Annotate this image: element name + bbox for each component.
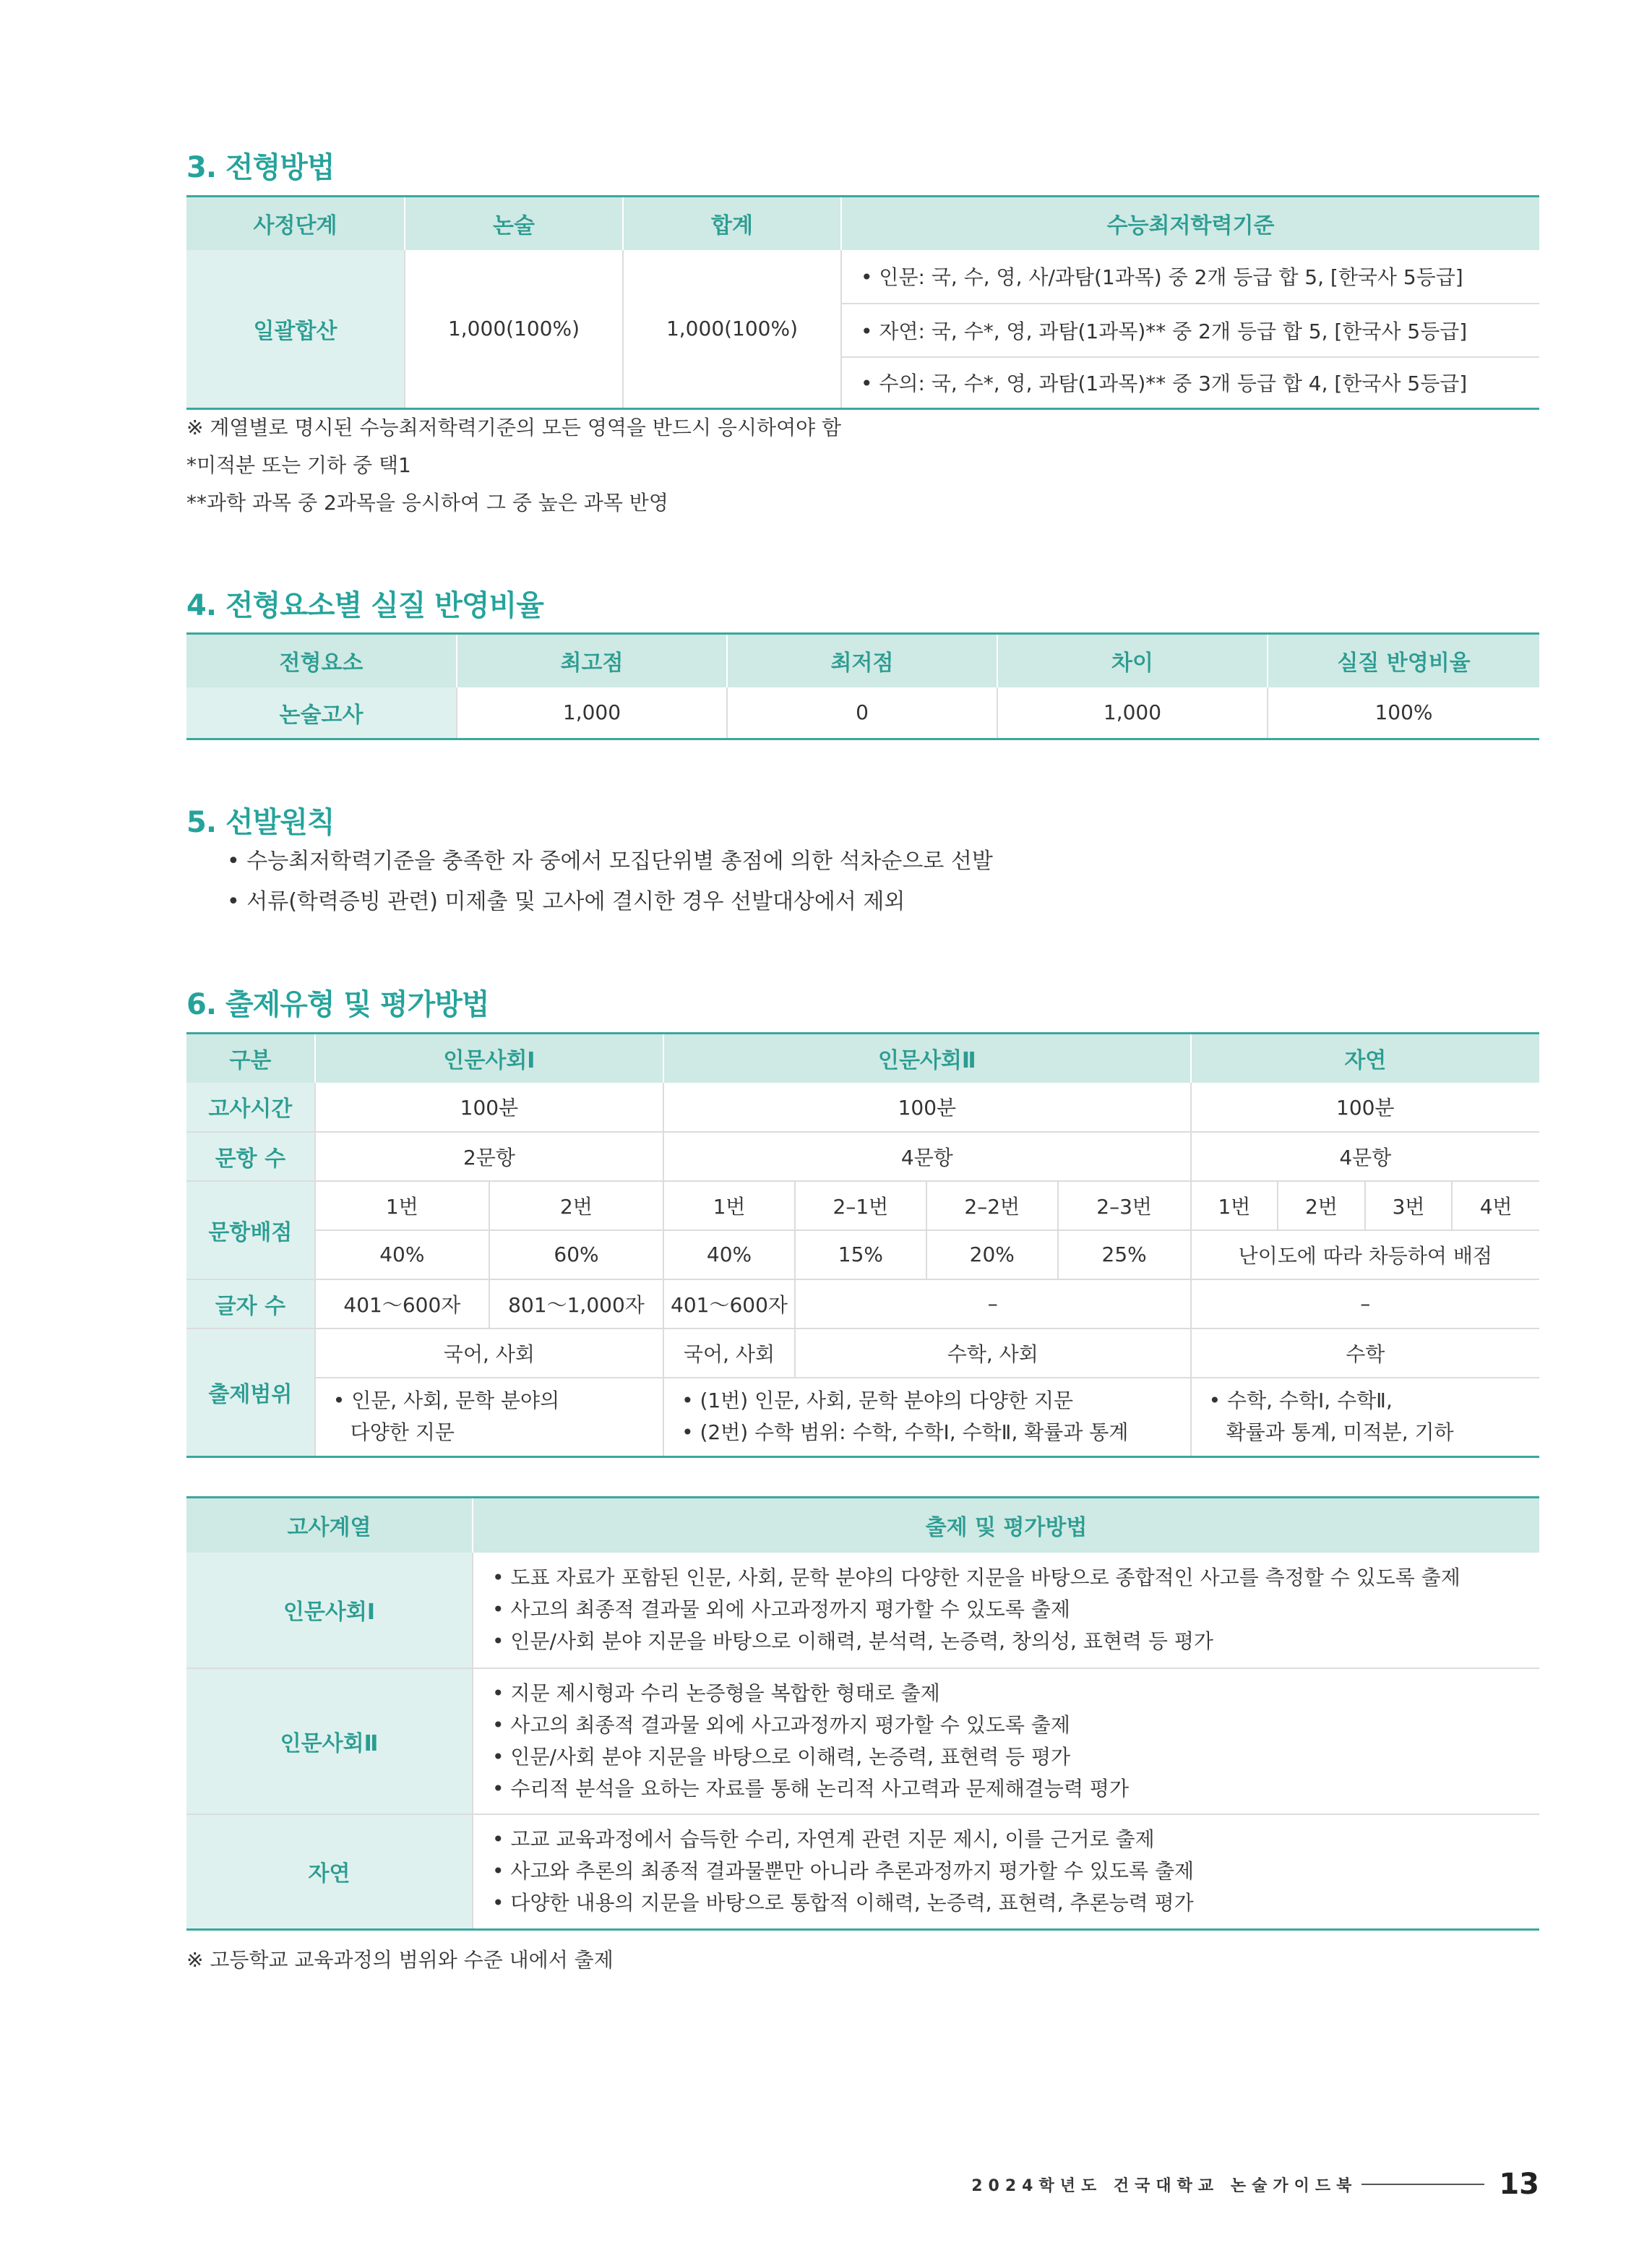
q-weight: 60% (489, 1230, 663, 1279)
track-label-natural: 자연 (186, 1814, 473, 1930)
scope-detail-h1: • 인문, 사회, 문학 분야의 다양한 지문 (315, 1378, 663, 1457)
col-header-category: 구분 (186, 1034, 315, 1083)
col-header-humanities-1: 인문사회Ⅰ (315, 1034, 663, 1083)
scope-subject-h2-q2: 수학, 사회 (795, 1329, 1191, 1378)
principle-item: • 서류(학력증빙 관련) 미제출 및 고사에 결시한 경우 선발대상에서 제외 (227, 889, 905, 914)
selection-principles (227, 841, 993, 922)
essay-cell: 1,000(100%) (405, 250, 623, 409)
footer-title: 2024학년도 건국대학교 논술가이드북 (971, 2176, 1358, 2195)
track-label-humanities-1: 인문사회Ⅰ (186, 1553, 473, 1668)
q-number: 2–3번 (1058, 1181, 1191, 1230)
q-weight: 40% (663, 1230, 795, 1279)
section-6-title: 6. 출제유형 및 평가방법 (186, 988, 489, 1021)
selection-method-table (186, 195, 1539, 410)
col-header-ratio: 실질 반영비율 (1268, 634, 1539, 687)
q-weight: 20% (926, 1230, 1058, 1279)
track-label-humanities-2: 인문사회Ⅱ (186, 1668, 473, 1814)
q-weight: 40% (315, 1230, 489, 1279)
diff-cell: 1,000 (997, 687, 1268, 739)
scope-detail-nat: • 수학, 수학Ⅰ, 수학Ⅱ, 확률과 통계, 미적분, 기하 (1191, 1378, 1539, 1457)
section-5-title: 5. 선발원칙 (186, 806, 335, 839)
min-cell: 0 (727, 687, 997, 739)
q-number: 2–1번 (795, 1181, 926, 1230)
q-number: 1번 (663, 1181, 795, 1230)
q-weight: 15% (795, 1230, 926, 1279)
q-number: 3번 (1365, 1181, 1453, 1230)
ratio-cell: 100% (1268, 687, 1539, 739)
max-cell: 1,000 (457, 687, 727, 739)
q-number: 2번 (489, 1181, 663, 1230)
chars-nat: – (1191, 1279, 1539, 1329)
scope-subject-h2-q1: 국어, 사회 (663, 1329, 795, 1378)
col-header-stage: 사정단계 (186, 197, 405, 250)
q-weight: 25% (1058, 1230, 1191, 1279)
questions-h2: 4문항 (663, 1132, 1191, 1181)
chars-h1-q1: 401～600자 (315, 1279, 489, 1329)
nat-weight: 난이도에 따라 차등하여 배점 (1191, 1230, 1539, 1279)
principle-item: • 수능최저학력기준을 충족한 자 중에서 모집단위별 총점에 의한 석차순으로 선발 (227, 849, 993, 874)
col-header-exam-track: 고사계열 (186, 1498, 473, 1553)
row-label-scope: 출제범위 (186, 1329, 315, 1457)
note-line: *미적분 또는 기하 중 택1 (186, 453, 411, 477)
exam-time-h2: 100분 (663, 1083, 1191, 1132)
q-number: 1번 (315, 1181, 489, 1230)
criteria-veterinary: • 수의: 국, 수*, 영, 과탐(1과목)** 중 3개 등급 합 4, [한국사 5등급] (841, 357, 1539, 409)
page-footer (971, 2163, 1539, 2206)
section-4-title: 4. 전형요소별 실질 반영비율 (186, 589, 543, 622)
q-number: 2–2번 (926, 1181, 1058, 1230)
page (186, 0, 1539, 2253)
col-header-element: 전형요소 (186, 634, 457, 687)
evaluation-method-table (186, 1496, 1539, 1931)
note-line: ※ 계열별로 명시된 수능최저학력기준의 모든 영역을 반드시 응시하여야 함 (186, 416, 842, 439)
questions-h1: 2문항 (315, 1132, 663, 1181)
method-humanities-1: • 도표 자료가 포함된 인문, 사회, 문학 분야의 다양한 지문을 바탕으로 종합적인 사고를 측정할 수 있도록 출제 • 사고의 최종적 결과물 외에 사고과정까지 평가할 수 있도록 출제 • 인문/사회 분야 지문을 바탕으로 이해력, 분석력, 논증력, 창의성, 표현력 등 평가 (473, 1553, 1539, 1668)
col-header-min: 최저점 (727, 634, 997, 687)
method-natural: • 고교 교육과정에서 습득한 수리, 자연계 관련 지문 제시, 이를 근거로 출제 • 사고와 추론의 최종적 결과물뿐만 아니라 추론과정까지 평가할 수 있도록 출제 • 다양한 내용의 지문을 바탕으로 통합적 이해력, 논증력, 표현력, 추론능력 평가 (473, 1814, 1539, 1930)
row-label-chars: 글자 수 (186, 1279, 315, 1329)
col-header-method: 출제 및 평가방법 (473, 1498, 1539, 1553)
q-number: 1번 (1191, 1181, 1278, 1230)
criteria-humanities: • 인문: 국, 수, 영, 사/과탐(1과목) 중 2개 등급 합 5, [한국사 5등급] (841, 250, 1539, 304)
scope-subject-h1: 국어, 사회 (315, 1329, 663, 1378)
stage-cell: 일괄합산 (186, 250, 405, 409)
q-number: 2번 (1278, 1181, 1365, 1230)
chars-h1-q2: 801～1,000자 (489, 1279, 663, 1329)
sec3-notes (186, 409, 841, 522)
footer-divider (1361, 2184, 1484, 2185)
col-header-essay: 논술 (405, 197, 623, 250)
chars-h2-q2: – (795, 1279, 1191, 1329)
chars-h2-q1: 401～600자 (663, 1279, 795, 1329)
page-number: 13 (1499, 2168, 1539, 2201)
scope-subject-nat: 수학 (1191, 1329, 1539, 1378)
row-label-questions: 문항 수 (186, 1132, 315, 1181)
col-header-diff: 차이 (997, 634, 1268, 687)
questions-nat: 4문항 (1191, 1132, 1539, 1181)
scope-detail-h2: • (1번) 인문, 사회, 문학 분야의 다양한 지문 • (2번) 수학 범위: 수학, 수학Ⅰ, 수학Ⅱ, 확률과 통계 (663, 1378, 1191, 1457)
criteria-natural: • 자연: 국, 수*, 영, 과탐(1과목)** 중 2개 등급 합 5, [한국사 5등급] (841, 304, 1539, 357)
exam-time-h1: 100분 (315, 1083, 663, 1132)
question-type-table (186, 1032, 1539, 1458)
q-number: 4번 (1452, 1181, 1539, 1230)
col-header-criteria: 수능최저학력기준 (841, 197, 1539, 250)
col-header-max: 최고점 (457, 634, 727, 687)
element-cell: 논술고사 (186, 687, 457, 739)
eval-note: ※ 고등학교 교육과정의 범위와 수준 내에서 출제 (186, 1948, 614, 1972)
col-header-natural: 자연 (1191, 1034, 1539, 1083)
ratio-table (186, 632, 1539, 740)
method-humanities-2: • 지문 제시형과 수리 논증형을 복합한 형태로 출제 • 사고의 최종적 결과물 외에 사고과정까지 평가할 수 있도록 출제 • 인문/사회 분야 지문을 바탕으로 이해력, 논증력, 표현력 등 평가 • 수리적 분석을 요하는 자료를 통해 논리적 사고력과 문제해결능력 평가 (473, 1668, 1539, 1814)
exam-time-nat: 100분 (1191, 1083, 1539, 1132)
total-cell: 1,000(100%) (623, 250, 841, 409)
row-label-points: 문항배점 (186, 1181, 315, 1279)
col-header-humanities-2: 인문사회Ⅱ (663, 1034, 1191, 1083)
row-label-exam-time: 고사시간 (186, 1083, 315, 1132)
col-header-total: 합계 (623, 197, 841, 250)
section-3-title: 3. 전형방법 (186, 151, 335, 184)
note-line: **과학 과목 중 2과목을 응시하여 그 중 높은 과목 반영 (186, 491, 668, 515)
